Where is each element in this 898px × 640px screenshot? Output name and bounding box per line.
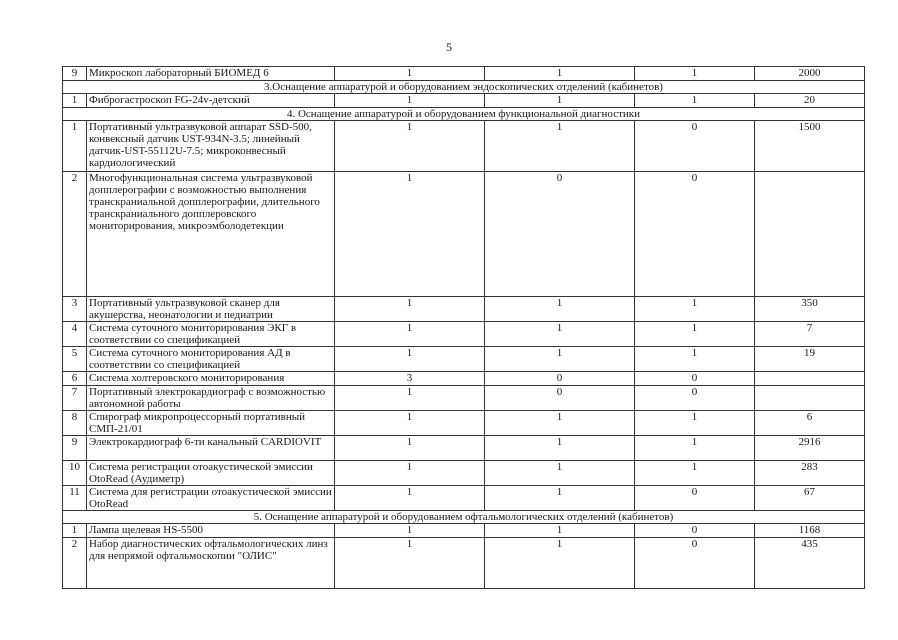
quantity-cell: 1 (485, 436, 635, 461)
quantity-cell: 1 (485, 121, 635, 172)
equipment-name-cell: Система суточного мониторирования АД в соответствии со спецификацией (87, 347, 335, 372)
table-row (63, 372, 865, 386)
table-row (63, 411, 865, 436)
quantity-cell: 1 (635, 67, 755, 81)
quantity-cell: 1 (485, 347, 635, 372)
table-row (63, 486, 865, 511)
equipment-name-cell: Многофункциональная система ультразвуковой допплерографии с возможностью выполнения транскраниальной допплерографии, длительного транскраниального допплеровского мониторирования, микроэмболодетекции (87, 172, 335, 297)
equipment-name-cell: Набор диагностических офтальмологических линз для непрямой офтальмоскопии "ОЛИС" (87, 538, 335, 589)
quantity-cell: 1 (335, 121, 485, 172)
row-number-cell: 2 (63, 538, 87, 589)
count-cell: 19 (755, 347, 865, 372)
count-cell: 435 (755, 538, 865, 589)
quantity-cell: 1 (635, 347, 755, 372)
quantity-cell: 1 (335, 172, 485, 297)
table-row (63, 94, 865, 108)
equipment-name-cell: Портативный ультразвуковой сканер для акушерства, неонатологии и педиатрии (87, 297, 335, 322)
quantity-cell: 0 (635, 172, 755, 297)
quantity-cell: 1 (335, 67, 485, 81)
quantity-cell: 1 (485, 538, 635, 589)
quantity-cell: 1 (635, 297, 755, 322)
count-cell: 20 (755, 94, 865, 108)
row-number-cell: 10 (63, 461, 87, 486)
count-cell (755, 172, 865, 297)
row-number-cell: 8 (63, 411, 87, 436)
count-cell: 1168 (755, 524, 865, 538)
count-cell: 67 (755, 486, 865, 511)
quantity-cell: 1 (335, 322, 485, 347)
quantity-cell: 0 (635, 524, 755, 538)
row-number-cell: 3 (63, 297, 87, 322)
equipment-name-cell: Система регистрации отоакустической эмиссии OtoRead (Аудиметр) (87, 461, 335, 486)
quantity-cell: 1 (335, 411, 485, 436)
row-number-cell: 1 (63, 94, 87, 108)
table-row (63, 67, 865, 81)
equipment-name-cell: Лампа щелевая HS-5500 (87, 524, 335, 538)
count-cell: 7 (755, 322, 865, 347)
quantity-cell: 0 (485, 372, 635, 386)
table-row (63, 172, 865, 297)
quantity-cell: 1 (485, 67, 635, 81)
quantity-cell: 1 (335, 386, 485, 411)
quantity-cell: 1 (335, 486, 485, 511)
row-number-cell: 6 (63, 372, 87, 386)
equipment-name-cell: Система для регистрации отоакустической эмиссии OtoRead (87, 486, 335, 511)
quantity-cell: 1 (485, 411, 635, 436)
section-title: 3.Оснащение аппаратурой и оборудованием эндоскопических отделений (кабинетов) (63, 81, 865, 94)
equipment-table (62, 66, 865, 589)
count-cell: 2916 (755, 436, 865, 461)
quantity-cell: 1 (485, 486, 635, 511)
equipment-name-cell: Система суточного мониторирования ЭКГ в соответствии со спецификацией (87, 322, 335, 347)
equipment-name-cell: Система холтеровского мониторирования (87, 372, 335, 386)
row-number-cell: 5 (63, 347, 87, 372)
count-cell: 283 (755, 461, 865, 486)
quantity-cell: 3 (335, 372, 485, 386)
quantity-cell: 1 (635, 94, 755, 108)
quantity-cell: 1 (335, 347, 485, 372)
equipment-name-cell: Электрокардиограф 6-ти канальный CARDIOVIT (87, 436, 335, 461)
quantity-cell: 0 (485, 386, 635, 411)
row-number-cell: 11 (63, 486, 87, 511)
section-header-row (63, 81, 865, 94)
count-cell: 6 (755, 411, 865, 436)
quantity-cell: 1 (635, 436, 755, 461)
row-number-cell: 4 (63, 322, 87, 347)
row-number-cell: 9 (63, 436, 87, 461)
count-cell: 2000 (755, 67, 865, 81)
quantity-cell: 1 (485, 322, 635, 347)
quantity-cell: 0 (635, 538, 755, 589)
section-title: 4. Оснащение аппаратурой и оборудованием функциональной диагностики (63, 108, 865, 121)
section-title: 5. Оснащение аппаратурой и оборудованием офтальмологических отделений (кабинетов) (63, 511, 865, 524)
equipment-name-cell: Спирограф микропроцессорный портативный СМП-21/01 (87, 411, 335, 436)
count-cell: 1500 (755, 121, 865, 172)
quantity-cell: 1 (635, 322, 755, 347)
count-cell: 350 (755, 297, 865, 322)
quantity-cell: 1 (485, 94, 635, 108)
quantity-cell: 1 (485, 524, 635, 538)
quantity-cell: 1 (335, 538, 485, 589)
table-row (63, 322, 865, 347)
quantity-cell: 0 (635, 386, 755, 411)
quantity-cell: 1 (335, 524, 485, 538)
quantity-cell: 1 (485, 297, 635, 322)
section-header-row (63, 511, 865, 524)
section-header-row (63, 108, 865, 121)
page-number: 5 (446, 40, 452, 54)
equipment-name-cell: Фиброгастроскоп FG-24v-детский (87, 94, 335, 108)
quantity-cell: 0 (635, 121, 755, 172)
quantity-cell: 1 (635, 461, 755, 486)
quantity-cell: 1 (485, 461, 635, 486)
row-number-cell: 9 (63, 67, 87, 81)
equipment-name-cell: Микроскоп лабораторный БИОМЕД 6 (87, 67, 335, 81)
table-row (63, 121, 865, 172)
quantity-cell: 1 (335, 461, 485, 486)
equipment-name-cell: Портативный электрокардиограф с возможностью автономной работы (87, 386, 335, 411)
quantity-cell: 0 (485, 172, 635, 297)
equipment-name-cell: Портативный ультразвуковой аппарат SSD-500, конвексный датчик UST-934N-3.5; линейный датчик-UST-55112U-7.5; микроконвесный кардиологический (87, 121, 335, 172)
table-row (63, 461, 865, 486)
table-row (63, 436, 865, 461)
row-number-cell: 7 (63, 386, 87, 411)
row-number-cell: 1 (63, 121, 87, 172)
quantity-cell: 1 (335, 94, 485, 108)
quantity-cell: 1 (635, 411, 755, 436)
equipment-table-body (63, 67, 865, 589)
quantity-cell: 1 (335, 297, 485, 322)
row-number-cell: 1 (63, 524, 87, 538)
quantity-cell: 1 (335, 436, 485, 461)
count-cell (755, 372, 865, 386)
table-row (63, 386, 865, 411)
table-row (63, 347, 865, 372)
count-cell (755, 386, 865, 411)
table-row (63, 538, 865, 589)
quantity-cell: 0 (635, 372, 755, 386)
row-number-cell: 2 (63, 172, 87, 297)
table-row (63, 297, 865, 322)
table-row (63, 524, 865, 538)
quantity-cell: 0 (635, 486, 755, 511)
